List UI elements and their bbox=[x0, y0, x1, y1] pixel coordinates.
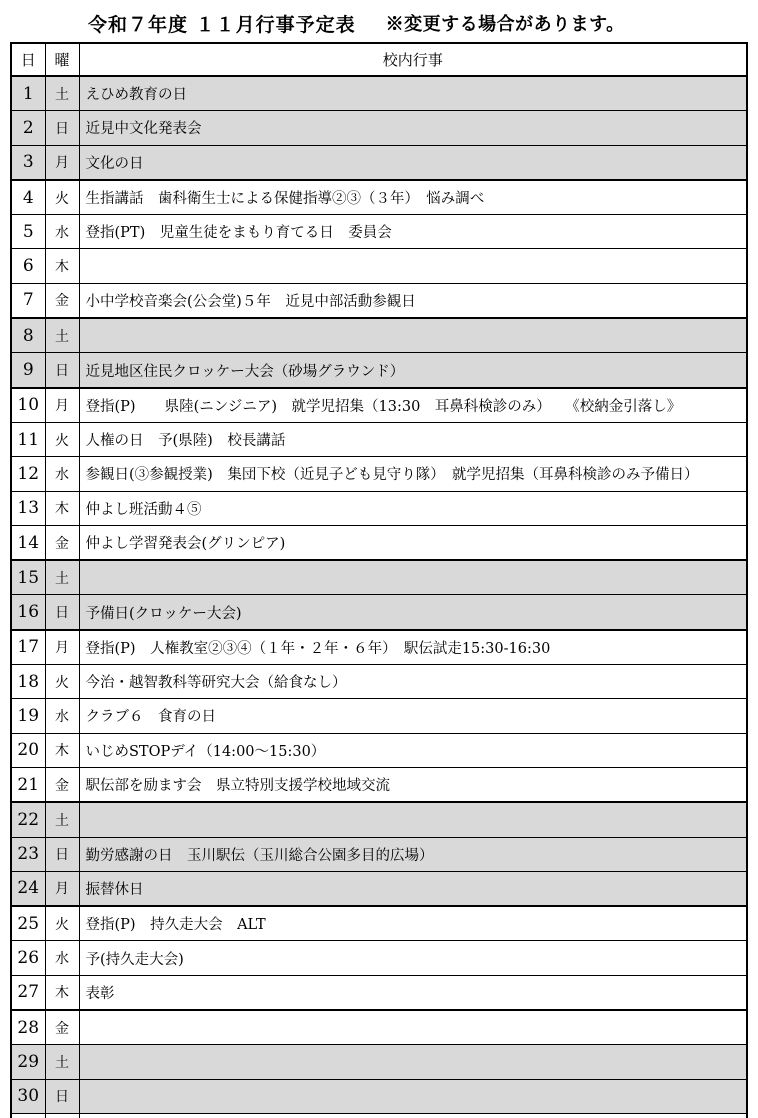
cell-day: 22 bbox=[11, 802, 45, 837]
cell-day: 16 bbox=[11, 595, 45, 630]
cell-day: 1 bbox=[11, 76, 45, 111]
cell-weekday: 木 bbox=[45, 249, 79, 283]
cell-day: 21 bbox=[11, 767, 45, 802]
cell-events: えひめ教育の日 bbox=[79, 76, 747, 111]
cell-events: 仲よし班活動４⑤ bbox=[79, 491, 747, 525]
cell-events bbox=[79, 1045, 747, 1079]
table-row bbox=[11, 733, 747, 767]
cell-day: 8 bbox=[11, 318, 45, 353]
cell-events: 仲よし学習発表会(グリンピア) bbox=[79, 525, 747, 560]
table-row bbox=[11, 215, 747, 249]
cell-events: 人権の日 予(県陸) 校長講話 bbox=[79, 422, 747, 456]
cell-weekday: 日 bbox=[45, 595, 79, 630]
cell-weekday: 月 bbox=[45, 630, 79, 665]
cell-day: 19 bbox=[11, 699, 45, 733]
table-row bbox=[11, 388, 747, 423]
table-row bbox=[11, 1010, 747, 1045]
table-row bbox=[11, 699, 747, 733]
cell-events bbox=[79, 1079, 747, 1113]
cell-events: 登指(P) 県陸(ニンジニア) 就学児招集（13:30 耳鼻科検診のみ） 《校納金引落し》 bbox=[79, 388, 747, 423]
cell-events: いじめSTOPデイ（14:00～15:30） bbox=[79, 733, 747, 767]
cell-day: 27 bbox=[11, 975, 45, 1010]
table-row bbox=[11, 525, 747, 560]
table-row bbox=[11, 767, 747, 802]
table-row bbox=[11, 630, 747, 665]
cell-events: 近見地区住民クロッケー大会（砂場グラウンド） bbox=[79, 353, 747, 388]
page-title-note: ※変更する場合があります。 bbox=[385, 14, 625, 35]
cell-weekday: 水 bbox=[45, 699, 79, 733]
cell-day: 5 bbox=[11, 215, 45, 249]
cell-events: 文化の日 bbox=[79, 145, 747, 180]
table-row bbox=[11, 906, 747, 941]
cell-events: 予(持久走大会) bbox=[79, 941, 747, 975]
table-row bbox=[11, 491, 747, 525]
cell-day: 9 bbox=[11, 353, 45, 388]
cell-weekday bbox=[45, 1113, 79, 1118]
partial-next-row bbox=[11, 1113, 747, 1118]
cell-weekday: 日 bbox=[45, 353, 79, 388]
cell-day: 14 bbox=[11, 525, 45, 560]
cell-weekday: 火 bbox=[45, 906, 79, 941]
cell-day: 6 bbox=[11, 249, 45, 283]
cell-day: 23 bbox=[11, 837, 45, 871]
table-row bbox=[11, 145, 747, 180]
schedule-table bbox=[10, 42, 748, 1118]
page-title: 令和７年度 １１月行事予定表 bbox=[88, 13, 356, 36]
cell-events bbox=[79, 249, 747, 283]
cell-events: 生指講話 歯科衛生士による保健指導②③（３年） 悩み調べ bbox=[79, 180, 747, 215]
cell-weekday: 土 bbox=[45, 76, 79, 111]
cell-events: 勤労感謝の日 玉川駅伝（玉川総合公園多目的広場） bbox=[79, 837, 747, 871]
cell-day: 4 bbox=[11, 180, 45, 215]
table-row bbox=[11, 76, 747, 111]
cell-day: 10 bbox=[11, 388, 45, 423]
cell-day: 29 bbox=[11, 1045, 45, 1079]
table-row bbox=[11, 318, 747, 353]
cell-weekday: 土 bbox=[45, 318, 79, 353]
cell-day: 13 bbox=[11, 491, 45, 525]
table-row bbox=[11, 180, 747, 215]
cell-weekday: 土 bbox=[45, 1045, 79, 1079]
cell-events: 予備日(クロッケー大会) bbox=[79, 595, 747, 630]
table-row bbox=[11, 249, 747, 283]
cell-events bbox=[79, 802, 747, 837]
header-weekday: 曜 bbox=[45, 43, 79, 76]
cell-weekday: 土 bbox=[45, 802, 79, 837]
cell-events: 近見中文化発表会 bbox=[79, 111, 747, 145]
cell-day: 15 bbox=[11, 560, 45, 595]
cell-weekday: 水 bbox=[45, 457, 79, 491]
cell-day: 20 bbox=[11, 733, 45, 767]
cell-weekday: 火 bbox=[45, 180, 79, 215]
table-row bbox=[11, 560, 747, 595]
table-row bbox=[11, 457, 747, 491]
cell-events: 小中学校音楽会(公会堂)５年 近見中部活動参観日 bbox=[79, 283, 747, 318]
cell-weekday: 日 bbox=[45, 111, 79, 145]
cell-day: 18 bbox=[11, 665, 45, 699]
table-row bbox=[11, 837, 747, 871]
cell-events bbox=[79, 1113, 747, 1118]
header-day: 日 bbox=[11, 43, 45, 76]
cell-weekday: 木 bbox=[45, 733, 79, 767]
cell-day: 30 bbox=[11, 1079, 45, 1113]
table-row bbox=[11, 665, 747, 699]
cell-events: 駅伝部を励ます会 県立特別支援学校地域交流 bbox=[79, 767, 747, 802]
table-row bbox=[11, 283, 747, 318]
cell-events: 登指(P) 持久走大会 ALT bbox=[79, 906, 747, 941]
table-row bbox=[11, 802, 747, 837]
cell-weekday: 水 bbox=[45, 941, 79, 975]
cell-weekday: 火 bbox=[45, 665, 79, 699]
cell-weekday: 日 bbox=[45, 1079, 79, 1113]
cell-events bbox=[79, 560, 747, 595]
cell-day: 11 bbox=[11, 422, 45, 456]
cell-events: 登指(PT) 児童生徒をまもり育てる日 委員会 bbox=[79, 215, 747, 249]
table-header bbox=[11, 43, 747, 76]
cell-weekday: 日 bbox=[45, 837, 79, 871]
cell-weekday: 月 bbox=[45, 871, 79, 906]
table-row bbox=[11, 111, 747, 145]
cell-day bbox=[11, 1113, 45, 1118]
cell-weekday: 月 bbox=[45, 388, 79, 423]
cell-day: 24 bbox=[11, 871, 45, 906]
cell-weekday: 火 bbox=[45, 422, 79, 456]
table-row bbox=[11, 975, 747, 1010]
cell-events: 今治・越智教科等研究大会（給食なし） bbox=[79, 665, 747, 699]
cell-day: 25 bbox=[11, 906, 45, 941]
cell-weekday: 木 bbox=[45, 975, 79, 1010]
schedule-table-container bbox=[10, 42, 748, 1118]
partial-next-row-body bbox=[11, 1113, 747, 1118]
cell-weekday: 木 bbox=[45, 491, 79, 525]
table-row bbox=[11, 1079, 747, 1113]
cell-weekday: 金 bbox=[45, 525, 79, 560]
cell-events: 参観日(③参観授業) 集団下校（近見子ども見守り隊） 就学児招集（耳鼻科検診のみ予備日） bbox=[79, 457, 747, 491]
cell-day: 28 bbox=[11, 1010, 45, 1045]
header-row bbox=[11, 43, 747, 76]
cell-events: 登指(P) 人権教室②③④（１年・２年・６年） 駅伝試走15:30-16:30 bbox=[79, 630, 747, 665]
cell-weekday: 土 bbox=[45, 560, 79, 595]
table-row bbox=[11, 871, 747, 906]
cell-weekday: 金 bbox=[45, 283, 79, 318]
cell-day: 2 bbox=[11, 111, 45, 145]
table-row bbox=[11, 595, 747, 630]
cell-day: 12 bbox=[11, 457, 45, 491]
table-row bbox=[11, 941, 747, 975]
cell-day: 3 bbox=[11, 145, 45, 180]
cell-events: 表彰 bbox=[79, 975, 747, 1010]
cell-weekday: 水 bbox=[45, 215, 79, 249]
cell-day: 7 bbox=[11, 283, 45, 318]
cell-day: 17 bbox=[11, 630, 45, 665]
cell-events: クラブ６ 食育の日 bbox=[79, 699, 747, 733]
table-row bbox=[11, 422, 747, 456]
header-events: 校内行事 bbox=[79, 43, 747, 76]
cell-weekday: 月 bbox=[45, 145, 79, 180]
table-row bbox=[11, 353, 747, 388]
cell-events: 振替休日 bbox=[79, 871, 747, 906]
title-row bbox=[88, 8, 748, 38]
cell-weekday: 金 bbox=[45, 1010, 79, 1045]
cell-weekday: 金 bbox=[45, 767, 79, 802]
schedule-rows bbox=[11, 76, 747, 1113]
cell-day: 26 bbox=[11, 941, 45, 975]
cell-events bbox=[79, 1010, 747, 1045]
cell-events bbox=[79, 318, 747, 353]
table-row bbox=[11, 1045, 747, 1079]
